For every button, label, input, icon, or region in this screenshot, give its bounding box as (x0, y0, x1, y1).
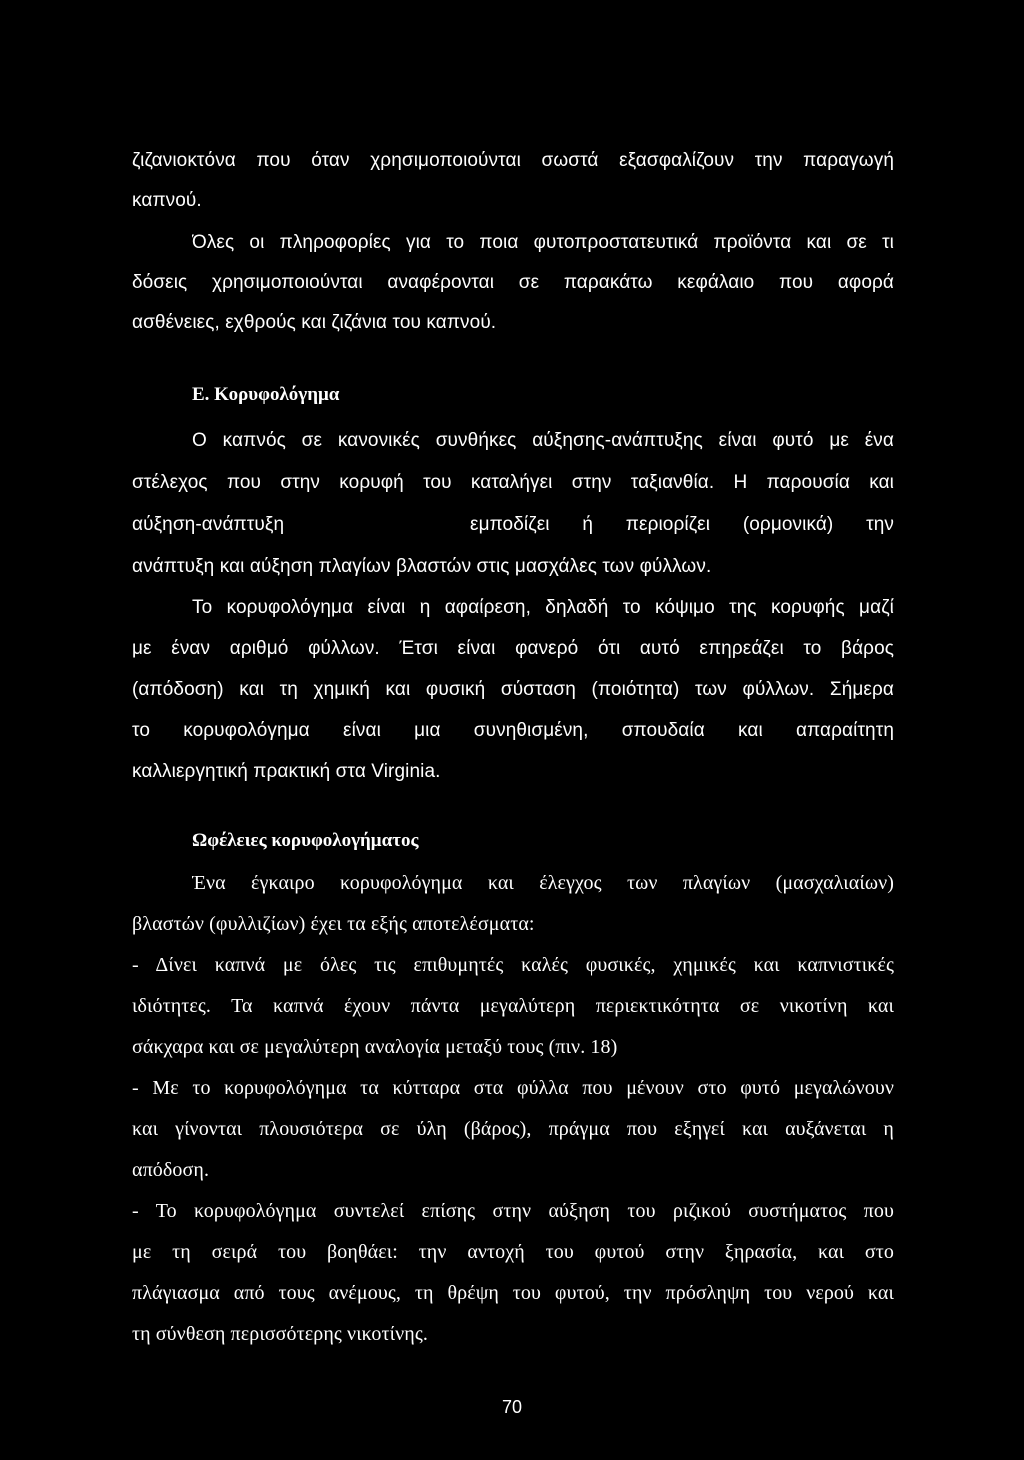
paragraph-line: Όλες οι πληροφορίες για το ποια φυτοπροστατευτικά προϊόντα και σε τι (192, 232, 894, 253)
paragraph-line: Ένα έγκαιρο κορυφολόγημα και έλεγχος των πλαγίων (μασχαλιαίων) (192, 872, 894, 894)
paragraph-line: καλλιεργητική πρακτική στα Virginia. (132, 761, 441, 782)
list-item-line: σάκχαρα και σε μεγαλύτερη αναλογία μεταξύ τους (πιν. 18) (132, 1036, 618, 1058)
list-item-line: ιδιότητες. Τα καπνά έχουν πάντα μεγαλύτερη περιεκτικότητα σε νικοτίνη και (132, 995, 894, 1017)
paragraph-line: στέλεχος που στην κορυφή του καταλήγει στην ταξιανθία. Η παρουσία και (132, 472, 894, 493)
list-item-line: - Δίνει καπνά με όλες τις επιθυμητές καλές φυσικές, χημικές και καπνιστικές (132, 954, 894, 976)
list-item-line: - Με το κορυφολόγημα τα κύτταρα στα φύλλα που μένουν στο φυτό μεγαλώνουν (132, 1077, 894, 1099)
paragraph-line: βλαστών (φυλλιζίων) έχει τα εξής αποτελέσματα: (132, 913, 535, 935)
list-item-line: και γίνονται πλουσιότερα σε ύλη (βάρος), πράγμα που εξηγεί και αυξάνεται η (132, 1118, 894, 1140)
paragraph-line: ζιζανιοκτόνα που όταν χρησιμοποιούνται σωστά εξασφαλίζουν την παραγωγή (132, 150, 894, 171)
paragraph-line-right: εμποδίζει ή περιορίζει (ορμονικά) την (470, 514, 894, 535)
paragraph-line: (απόδοση) και τη χημική και φυσική σύσταση (ποιότητα) των φύλλων. Σήμερα (132, 679, 894, 700)
paragraph-line-left: αύξηση-ανάπτυξη (132, 514, 285, 535)
paragraph-line: Ο καπνός σε κανονικές συνθήκες αύξησης-ανάπτυξης είναι φυτό με ένα (192, 430, 894, 451)
paragraph-line: το κορυφολόγημα είναι μια συνηθισμένη, σπουδαία και απαραίτητη (132, 720, 894, 741)
list-item-line: τη σύνθεση περισσότερης νικοτίνης. (132, 1323, 428, 1345)
paragraph-line: ανάπτυξη και αύξηση πλαγίων βλαστών στις μασχάλες των φύλλων. (132, 556, 712, 577)
list-item-line: πλάγιασμα από τους ανέμους, τη θρέψη του φυτού, την πρόσληψη του νερού και (132, 1282, 894, 1304)
paragraph-line: με έναν αριθμό φύλλων. Έτσι είναι φανερό ότι αυτό επηρεάζει το βάρος (132, 638, 894, 659)
paragraph-line: ασθένειες, εχθρούς και ζιζάνια του καπνού. (132, 312, 497, 333)
list-item-line: με τη σειρά του βοηθάει: την αντοχή του φυτού στην ξηρασία, και στο (132, 1241, 894, 1263)
paragraph-line: καπνού. (132, 190, 202, 211)
list-item-line: απόδοση. (132, 1159, 210, 1181)
paragraph-line: Το κορυφολόγημα είναι η αφαίρεση, δηλαδή το κόψιμο της κορυφής μαζί (192, 597, 894, 618)
subsection-heading: Ωφέλειες κορυφολογήματος (192, 830, 419, 851)
paragraph-line: δόσεις χρησιμοποιούνται αναφέρονται σε παρακάτω κεφάλαιο που αφορά (132, 272, 894, 293)
section-heading: Ε. Κορυφολόγημα (192, 384, 340, 405)
page-number: 70 (501, 1397, 523, 1417)
list-item-line: - Το κορυφολόγημα συντελεί επίσης στην αύξηση του ριζικού συστήματος που (132, 1200, 894, 1222)
